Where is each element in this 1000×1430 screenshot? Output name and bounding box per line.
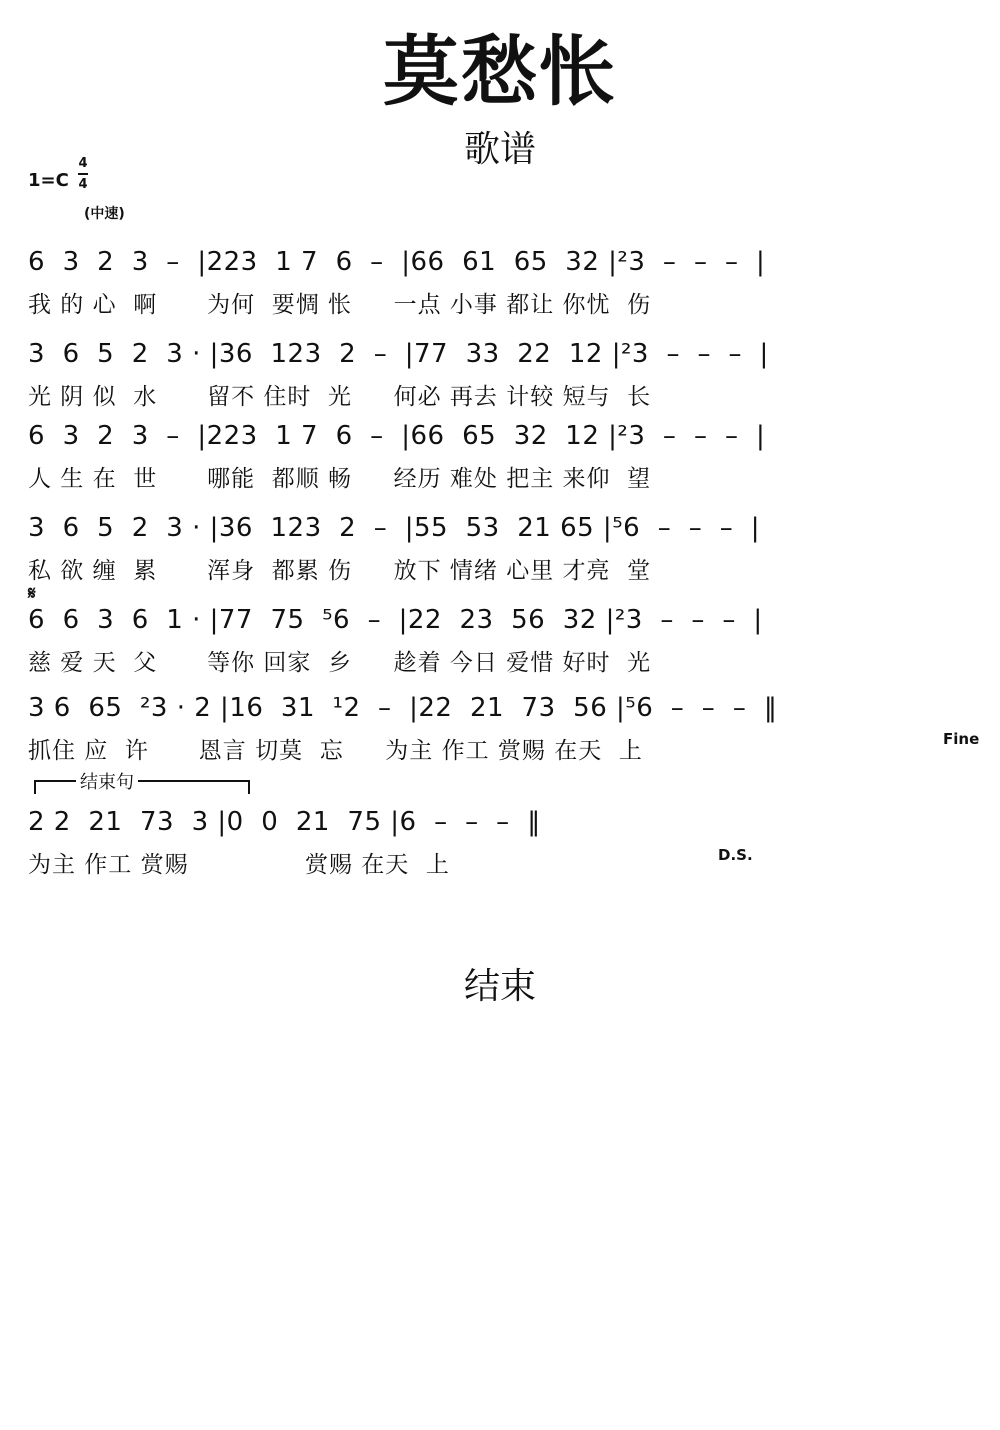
time-signature-bottom: 4 — [78, 177, 88, 192]
lyrics-row: 为主 作工 赏赐 赏赐 在天 上 — [28, 852, 450, 878]
notation-row: 3 6 5 2 3 · |36 123 2 – |55 53 21 65 |⁵6 – – – | — [28, 513, 761, 543]
end-text: 结束 — [463, 966, 536, 1007]
song-title: 莫愁怅 — [383, 27, 617, 116]
coda-label: 结束句 — [76, 768, 138, 794]
subtitle: 歌谱 — [463, 129, 536, 170]
fine-marker: Fine — [943, 730, 980, 748]
notation-row: 3 6 65 ²3 · 2 |16 31 ¹2 – |22 21 73 56 |⁵6 – – – ‖ — [28, 693, 778, 723]
notation-row: 2 2 21 73 3 |0 0 21 75 |6 – – – ‖ — [28, 807, 541, 837]
time-signature-divider — [78, 173, 88, 175]
time-signature-top: 4 — [78, 156, 88, 171]
segno-sign: 𝄋 — [28, 583, 36, 604]
notation-row: 6 3 2 3 – |223 1 7 6 – |66 61 65 32 |²3 – – – | — [28, 247, 766, 277]
lyrics-row: 人 生 在 世 哪能 都顺 畅 经历 难处 把主 来仰 望 — [28, 466, 652, 492]
lyrics-row: 我 的 心 啊 为何 要惆 怅 一点 小事 都让 你忧 伤 — [28, 292, 652, 318]
lyrics-row: 抓住 应 许 恩言 切莫 忘 为主 作工 赏赐 在天 上 — [28, 738, 643, 764]
notation-row: 6 6 3 6 1 · |77 75 ⁵6 – |22 23 56 32 |²3 – – – | — [28, 605, 763, 635]
time-signature — [76, 156, 90, 192]
tempo-marking: (中速) — [84, 206, 125, 222]
key-signature: 1=C — [28, 170, 69, 191]
lyrics-row: 光 阴 似 水 留不 住时 光 何必 再去 计较 短与 长 — [28, 384, 652, 410]
notation-row: 6 3 2 3 – |223 1 7 6 – |66 65 32 12 |²3 – – – | — [28, 421, 766, 451]
lyrics-row: 慈 爱 天 父 等你 回家 乡 趁着 今日 爱惜 好时 光 — [28, 650, 652, 676]
coda-bracket — [34, 780, 250, 794]
ds-marker: D.S. — [718, 846, 753, 864]
lyrics-row: 私 欲 缠 累 浑身 都累 伤 放下 情绪 心里 才亮 堂 — [28, 558, 652, 584]
notation-row: 3 6 5 2 3 · |36 123 2 – |77 33 22 12 |²3 – – – | — [28, 339, 769, 369]
